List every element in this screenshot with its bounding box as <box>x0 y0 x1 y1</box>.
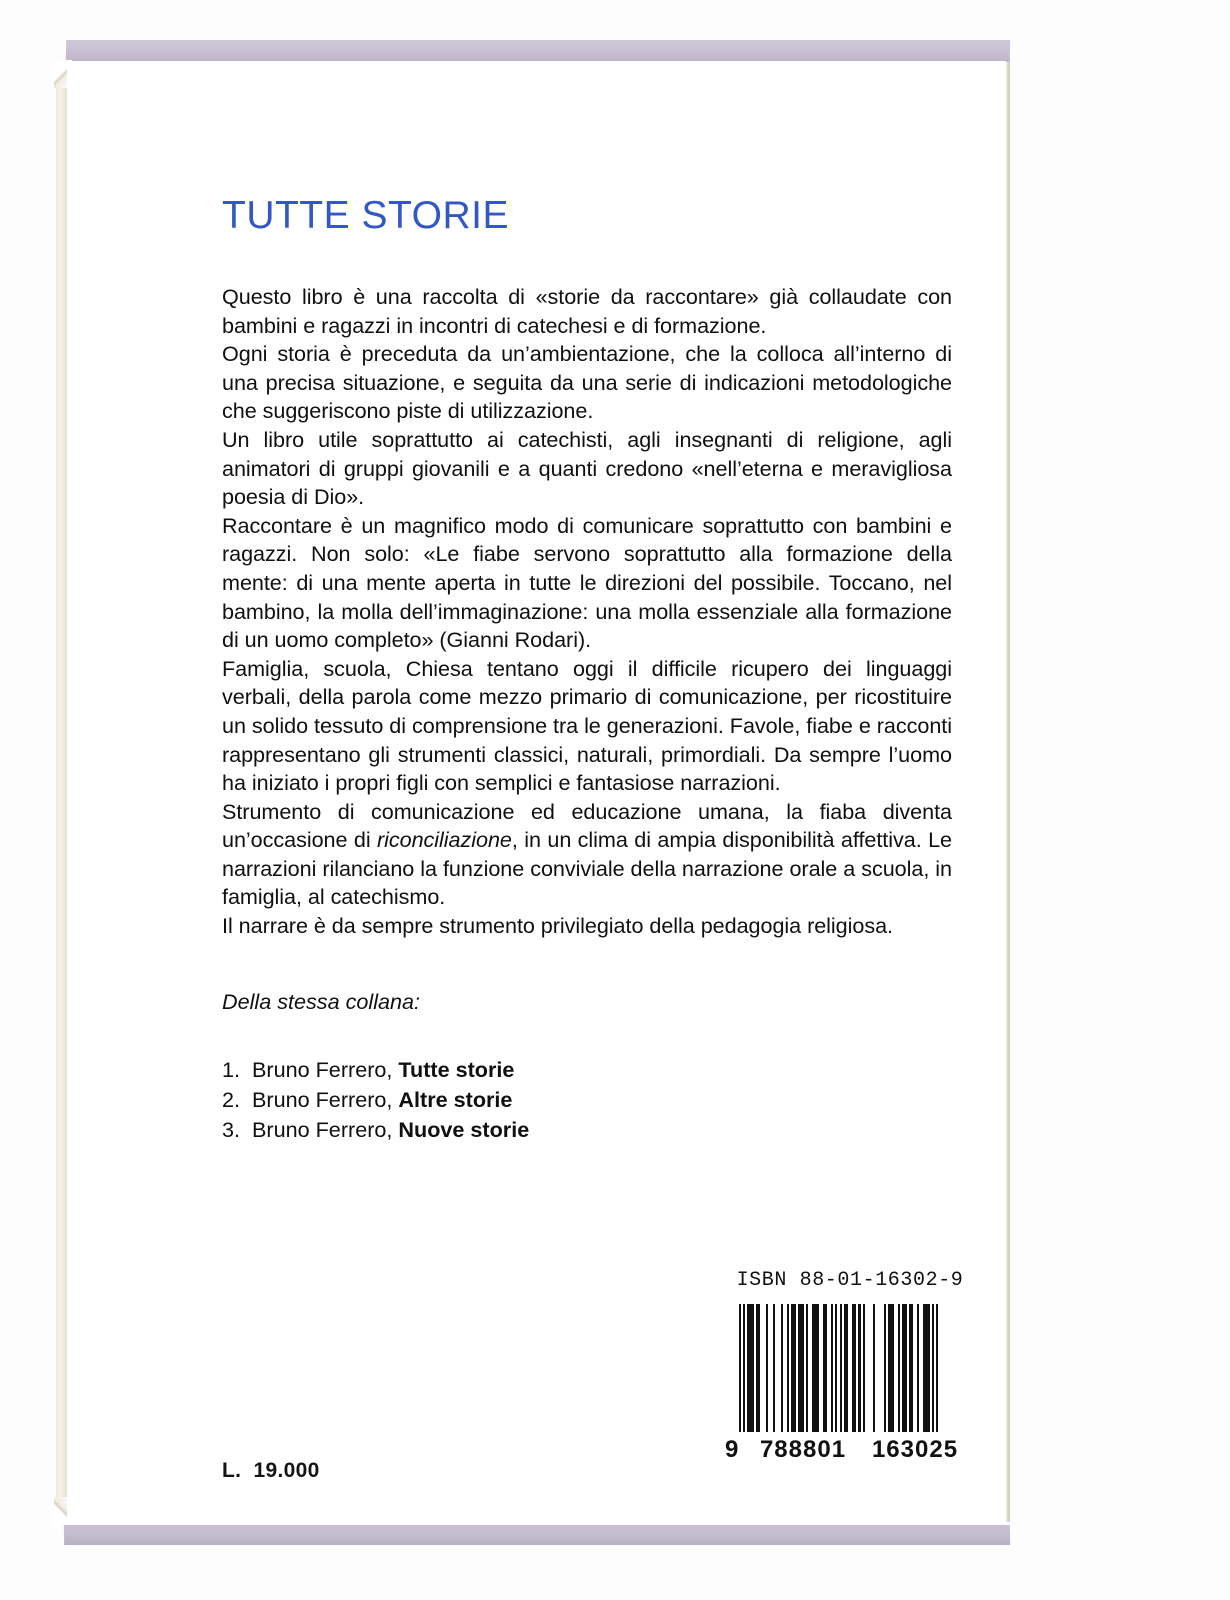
isbn-text: ISBN 88-01-16302-9 <box>736 1269 964 1292</box>
page-title: TUTTE STORIE <box>222 194 509 237</box>
book-right-edge <box>1006 62 1010 1522</box>
book-bottom-edge <box>64 1525 1010 1545</box>
book-left-fore-edge <box>56 66 67 1518</box>
cover-content <box>222 196 952 1145</box>
blurb-paragraph-3: Un libro utile soprattutto ai catechisti, agli insegnanti di religione, agli animatori di gruppi giovanili e a quanti credono «nell’eterna e meravigliosa poesia di Dio». <box>222 426 952 510</box>
cover-face <box>67 61 1006 1523</box>
list-item <box>222 1055 952 1085</box>
blurb-pre-italic: Strumento di comunicazione ed educazione umana, la fiaba diventa un’occasione di <box>222 798 952 853</box>
blurb-paragraph-4: Raccontare è un magnifico modo di comunicare soprattutto con bambini e ragazzi. Non solo: «Le fiabe servono soprattutto alla formazione della mente: di una mente aperta in tutte le direzioni del possibile. Toccano, nel bambino, la molla dell’immaginazione: una molla essenziale alla formazione di un uomo completo» (Gianni Rodari). <box>222 512 952 653</box>
series-item-number: 3. <box>222 1116 241 1142</box>
series-item-number: 1. <box>222 1056 241 1082</box>
book-back-cover <box>48 40 1010 1545</box>
series-item-title: Tutte storie <box>398 1056 515 1082</box>
series-item-title: Altre storie <box>398 1086 513 1112</box>
isbn-barcode-block <box>725 1269 975 1464</box>
barcode <box>725 1304 975 1464</box>
blurb-paragraph-2: Ogni storia è preceduta da un’ambientazione, che la colloca all’interno di una precisa situazione, e seguita da una serie di indicazioni metodologiche che suggeriscono piste di utilizzazione. <box>222 341 952 424</box>
blurb-closing-line: Il narrare è da sempre strumento privilegiato della pedagogia religiosa. <box>222 913 893 939</box>
list-item <box>222 1085 952 1115</box>
barcode-digits <box>725 1436 975 1464</box>
blurb-italic-word: riconciliazione <box>376 827 512 853</box>
barcode-right-group: 163025 <box>871 1436 959 1463</box>
blurb-paragraph-5: Famiglia, scuola, Chiesa tentano oggi il difficile ricupero dei linguaggi verbali, della parola come mezzo primario di comunicazione, per ricostituire un solido tessuto di comprensione tra le generazioni. Favole, fiabe e racconti rappresentano gli strumenti classici, naturali, primordiali. Da sempre l’uomo ha iniziato i propri figli con semplici e fantasiose narrazioni. <box>222 655 952 796</box>
series-heading: Della stessa collana: <box>222 988 421 1014</box>
blurb-post-italic: , in un clima di ampia disponibilità affettiva. Le narrazioni rilanciano la funzione conviviale della narrazione orale a scuola, in famiglia, al catechismo. <box>222 827 952 910</box>
book-top-edge <box>66 40 1010 62</box>
series-item-number: 2. <box>222 1086 241 1112</box>
blurb-paragraph-6 <box>222 798 952 912</box>
series-item-title: Nuove storie <box>398 1116 530 1142</box>
series-item-author: Bruno Ferrero, <box>252 1056 399 1082</box>
series-item-author: Bruno Ferrero, <box>252 1086 399 1112</box>
series-list <box>222 1055 952 1145</box>
barcode-left-group: 788801 <box>759 1436 847 1463</box>
list-item <box>222 1115 952 1145</box>
barcode-lead-digit: 9 <box>725 1436 740 1463</box>
price-label: L. 19.000 <box>222 1459 320 1482</box>
series-item-author: Bruno Ferrero, <box>252 1116 399 1142</box>
barcode-bars <box>739 1304 975 1432</box>
blurb-paragraph-1: Questo libro è una raccolta di «storie da raccontare» già collaudate con bambini e ragazzi in incontri di catechesi e di formazione. <box>222 284 952 338</box>
